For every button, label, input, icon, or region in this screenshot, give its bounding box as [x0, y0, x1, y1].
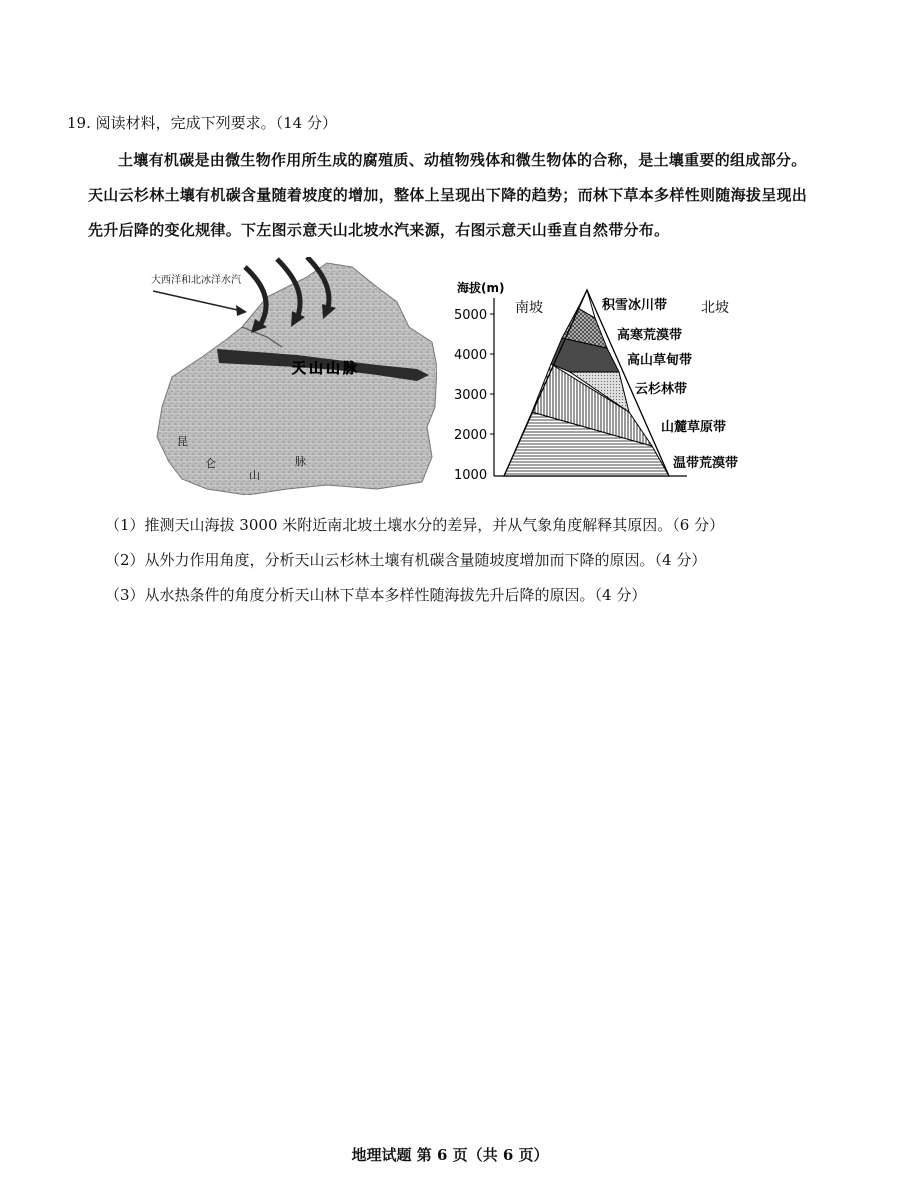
- material-line-1: 土壤有机碳是由微生物作用所生成的腐殖质、动植物残体和微生物体的合称，是土壤重要的组成部分。: [118, 151, 807, 169]
- zone-label-meadow: 高山草甸带: [627, 353, 693, 368]
- page-footer: 地理试题 第 6 页（共 6 页）: [351, 1146, 549, 1164]
- question-title: 19. 阅读材料，完成下列要求。（14 分）: [67, 114, 337, 132]
- tick-1000: 1000: [454, 468, 488, 483]
- tick-3000: 3000: [454, 388, 488, 403]
- zone-label-snow: 积雪冰川带: [602, 298, 668, 313]
- vertical-zones-diagram: [447, 272, 767, 494]
- arrow-label: 大西洋和北冰洋水汽: [151, 275, 241, 286]
- south-slope-label: 南坡: [515, 300, 543, 316]
- zone-label-temperate-desert: 温带荒漠带: [673, 456, 739, 471]
- y-axis-title: 海拔(m): [457, 281, 505, 295]
- sub-question-3: （3）从水热条件的角度分析天山林下草本多样性随海拔先升后降的原因。（4 分）: [105, 586, 647, 604]
- tick-5000: 5000: [454, 308, 488, 323]
- tick-2000: 2000: [454, 428, 488, 443]
- kunlun-char-3: 山: [249, 469, 260, 482]
- vapor-arrow-left: [153, 291, 242, 311]
- zone-label-steppe: 山麓草原带: [661, 420, 727, 435]
- sub-question-1: （1）推测天山海拔 3000 米附近南北坡土壤水分的差异，并从气象角度解释其原因。（6 分）: [105, 516, 725, 534]
- kunlun-char-2: 仑: [205, 457, 216, 470]
- tick-4000: 4000: [454, 348, 488, 363]
- zone-label-spruce: 云杉林带: [635, 382, 688, 397]
- zone-label-alpine-desert: 高寒荒漠带: [617, 328, 683, 343]
- north-slope-label: 北坡: [701, 300, 729, 316]
- material-line-2: 天山云杉林土壤有机碳含量随着坡度的增加，整体上呈现出下降的趋势；而林下草本多样性则随海拔呈现出: [88, 186, 808, 204]
- material-line-3: 先升后降的变化规律。下左图示意天山北坡水汽来源，右图示意天山垂直自然带分布。: [88, 221, 670, 239]
- sub-question-2: （2）从外力作用角度，分析天山云杉林土壤有机碳含量随坡度增加而下降的原因。（4 分）: [105, 551, 707, 569]
- kunlun-char-4: 脉: [295, 455, 306, 468]
- kunlun-char-1: 昆: [177, 435, 188, 448]
- range-label: 天山山脉: [292, 361, 360, 377]
- tianshan-vapor-map: [147, 257, 437, 495]
